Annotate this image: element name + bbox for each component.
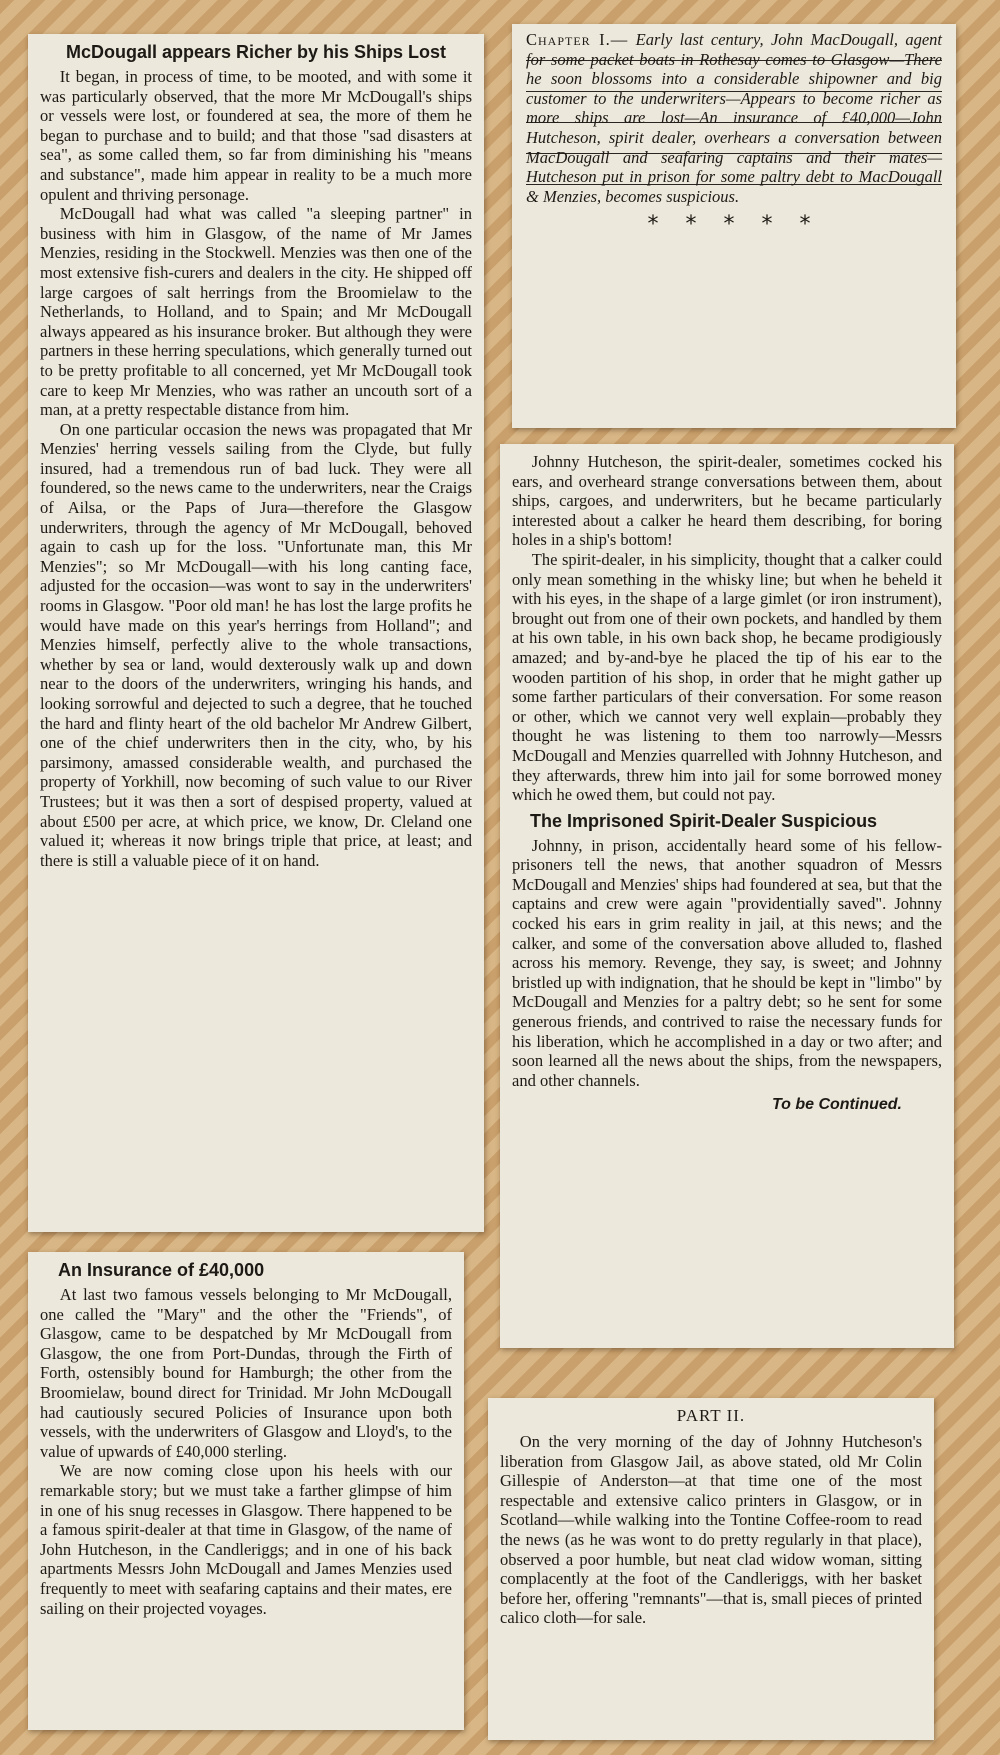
clipping-heading: McDougall appears Richer by his Ships Lost — [65, 42, 447, 62]
paragraph: Johnny Hutcheson, the spirit-dealer, sometimes cocked his ears, and overheard strange conversations between them, about ships, cargoes, and underwriters, but he became particularly interested about a calker he heard them describing, for boring holes in a ship's bottom! — [512, 452, 942, 550]
clipping-subheading: The Imprisoned Spirit-Dealer Suspicious — [530, 810, 878, 831]
part-label: PART II. — [676, 1406, 746, 1425]
clipping-insurance — [28, 1252, 464, 1730]
to-be-continued: To be Continued. — [771, 1096, 902, 1114]
clipping-ships-lost — [28, 34, 484, 1232]
paragraph: We are now coming close upon his heels with our remarkable story; but we must take a farther glimpse of him in one of his snug recesses in Glasgow. There happened to be a famous spirit-dealer at that time in Glasgow, of the name of John Hutcheson, in the Candleriggs; and in one of his back apartments Messrs John McDougall and James Menzies used frequently to meet with seafaring captains and their mates, ere sailing on their projected voyages. — [40, 1461, 452, 1618]
clipping-part-two — [488, 1398, 934, 1740]
paragraph: McDougall had what was called "a sleeping partner" in business with him in Glasgow, of the name of Mr James Menzies, residing in the Stockwell. Menzies was then one of the most extensive fish-curers and dealers in the city. He shipped off large cargoes of salt herrings from the Broomielaw to the Netherlands, to Holland, and to Spain; and Mr McDougall always appeared as his insurance broker. But although they were partners in these herring speculations, which generally turned out to be pretty profitable to all concerned, yet Mr McDougall took care to keep Mr Menzies, who was rather an uncouth sort of a man, at a pretty respectable distance from him. — [40, 204, 472, 420]
chapter-synopsis — [526, 30, 942, 206]
paragraph: On the very morning of the day of Johnny Hutcheson's liberation from Glasgow Jail, as above stated, old Mr Colin Gillespie of Anderston—at that time one of the most respectable and extensive calico printers in Glasgow, or in Scotland—while walking into the Tontine Coffee-room to read the news (as he was wont to do pretty regularly in that place), observed a poor humble, but neat clad widow woman, sitting complacently at the foot of the Candleriggs, with her basket before her, offering "remnants"—that is, small pieces of printed calico cloth—for sale. — [500, 1432, 922, 1628]
synopsis-text: Early last century, John MacDougall, agent for some packet boats in Rothesay comes to Glasgow—There he soon blossoms into a considerable shipowner and big customer to the underwriters—Appears to become richer as more ships are lost—An insurance of £40,000—John Hutcheson, spirit dealer, overhears a conversation between MacDougall and seafaring captains and their mates—Hutcheson put in prison for some paltry debt to MacDougall & Menzies, becomes suspicious. — [526, 30, 943, 206]
clipping-chapter-synopsis — [512, 24, 956, 428]
paragraph: It began, in process of time, to be mooted, and with some it was particularly observed, that the more Mr McDougall's ships or vessels were lost, or foundered at sea, the more of them he began to purchase and to build; and that those "sad disasters at sea", as some called them, so far from diminishing his "means and substance", made him appear in reality to be a much more opulent and thriving personage. — [40, 67, 472, 204]
paragraph: Johnny, in prison, accidentally heard some of his fellow-prisoners tell the news, that another squadron of Messrs McDougall and Menzies' ships had foundered at sea, but that the captains and crew were again "providentially saved". Johnny cocked his ears in grim reality in jail, at this news; and the calker, and some of the conversation above alluded to, flashed across his memory. Revenge, they say, is sweet; and Johnny bristled up with indignation, that he should be kept in "limbo" by McDougall and Menzies for a paltry debt; so he sent for some generous friends, and contrived to raise the necessary funds for his liberation, which he accomplished in a day or two after; and soon learned all the news about the ships, from the newspapers, and other channels. — [512, 835, 942, 1090]
paragraph: On one particular occasion the news was propagated that Mr Menzies' herring vessels sailing from the Clyde, but fully insured, had a tremendous run of bad luck. They were all foundered, so the news came to the underwriters, near the Craigs of Ailsa, or the Paps of Jura—therefore the Glasgow underwriters, through the agency of Mr McDougall, behoved again to cash up for the loss. "Unfortunate man, this Mr Menzies"; so Mr McDougall—with his long canting face, adjusted for the occasion—was wont to say in the underwriters' rooms in Glasgow. "Poor old man! he has lost the large profits he would have made on this year's herrings from Holland"; and Menzies himself, perfectly alive to the whole transactions, whether by sea or land, would dexterously walk up and down near to the doors of the underwriters, wringing his hands, and looking sorrowful and dejected to such a degree, that he touched the hard and flinty heart of the old bachelor Mr Andrew Gilbert, one of the chief underwriters then in the city, who, by his parsimony, amassed considerable wealth, and purchased the property of Yorkhill, now becoming of such value to our River Trustees; but it was then a sort of despised property, valued at about £500 per acre, at which price, we know, Dr. Cleland one valued it; whereas it now brings triple that price, at least; and there is still a valuable piece of it on hand. — [40, 419, 472, 870]
paragraph: The spirit-dealer, in his simplicity, thought that a calker could only mean something in the whisky line; but when he beheld it with his eyes, in the shape of a large gimlet (or iron instrument), brought out from one of their own pockets, and handled by them at his own table, in his own back shop, he became prodigiously amazed; and by-and-bye he placed the tip of his ear to the wooden partition of his shop, in order that he might gather up some farther particulars of their conversation. For some reason or other, which we cannot very well explain—probably they thought he was listening to them too narrowly—Messrs McDougall and Menzies quarrelled with Johnny Hutcheson, and they afterwards, threw him into jail for some borrowed money which he owed them, but could not pay. — [512, 549, 942, 805]
clipping-heading: An Insurance of £40,000 — [58, 1260, 265, 1280]
section-divider-stars: * * * * * — [647, 212, 821, 238]
paragraph: At last two famous vessels belonging to Mr McDougall, one called the "Mary" and the other the "Friends", of Glasgow, came to be despatched by Mr McDougall from Glasgow, the one from Port-Dundas, through the Firth of Forth, ostensibly bound for Hamburgh; the other from the Broomielaw, bound direct for Trinidad. Mr John McDougall had cautiously secured Policies of Insurance upon both vessels, with the underwriters of Glasgow and Lloyd's, to the value of upwards of £40,000 sterling. — [40, 1285, 452, 1461]
clipping-spirit-dealer — [500, 444, 954, 1348]
chapter-label: Chapter I.— — [526, 30, 629, 49]
